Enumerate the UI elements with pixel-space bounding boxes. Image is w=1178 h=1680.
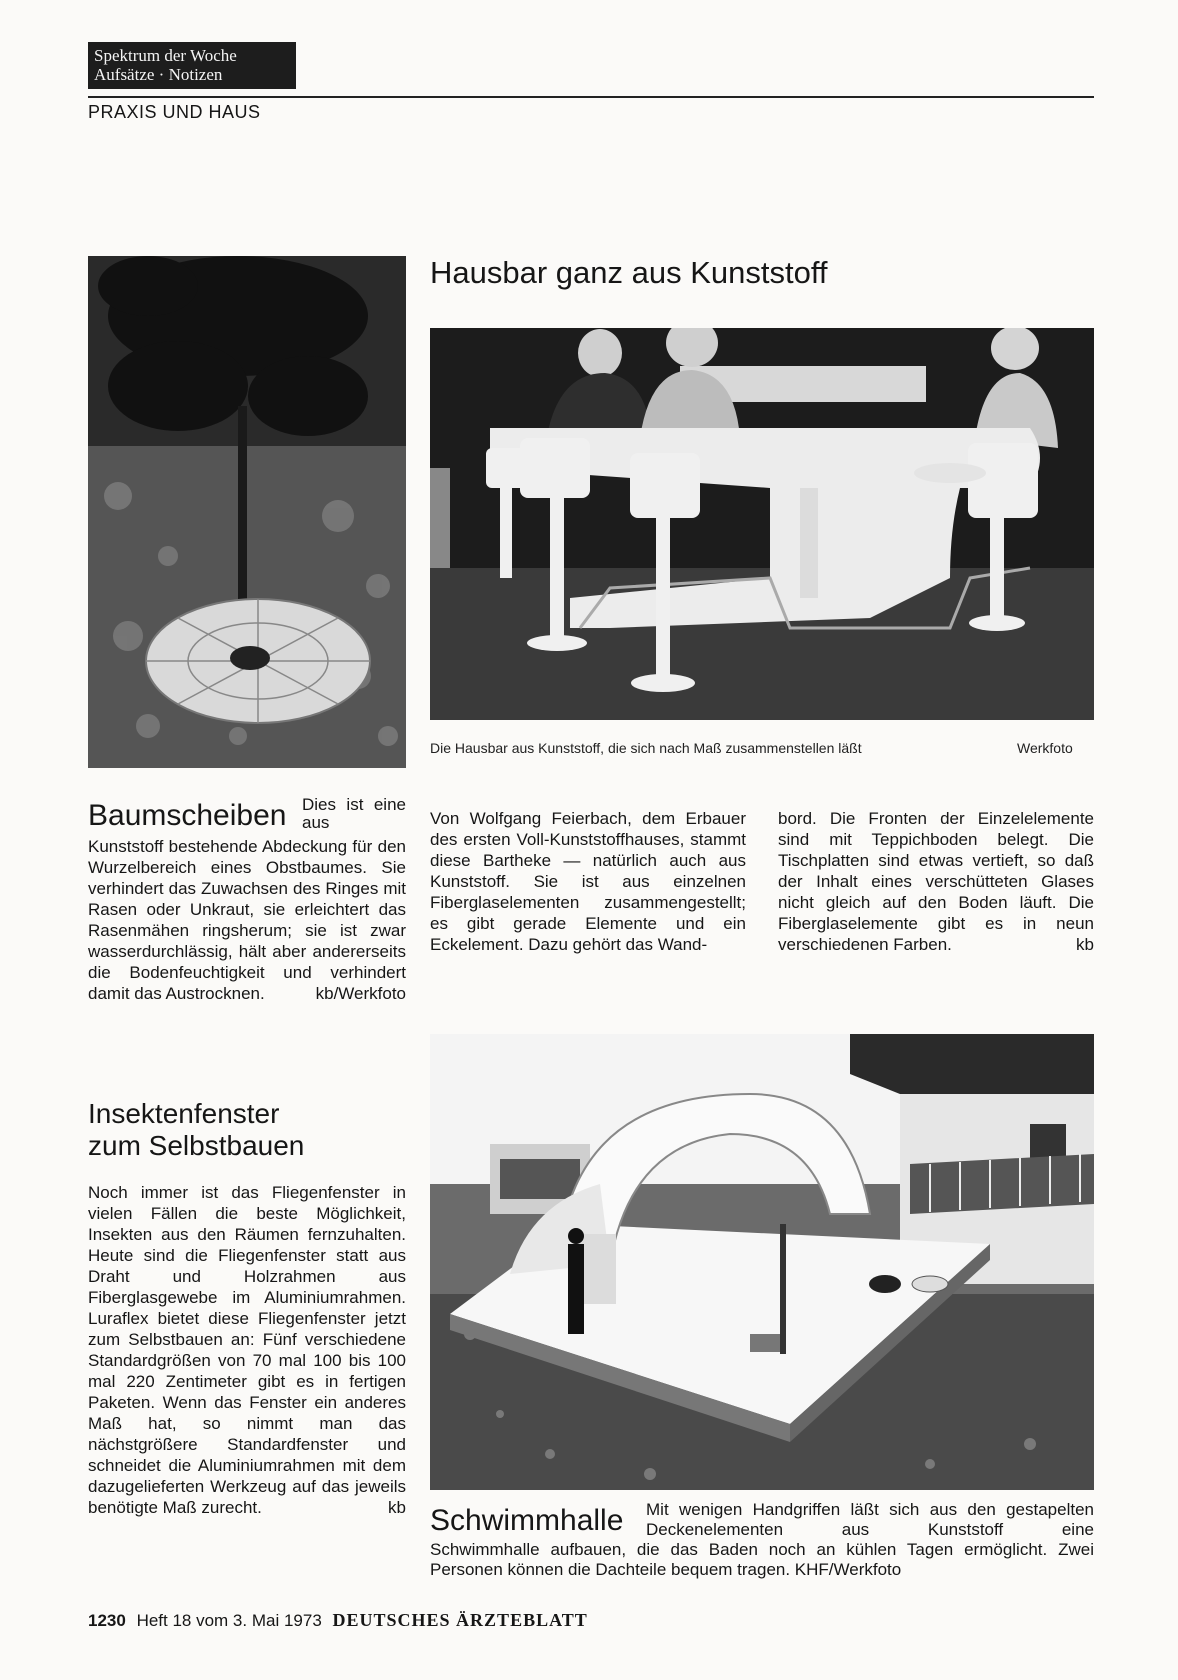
baumscheiben-lead: Dies ist eine aus bbox=[302, 795, 406, 832]
issue-info: Heft 18 vom 3. Mai 1973 bbox=[136, 1611, 322, 1630]
hausbar-text-col2 bbox=[778, 808, 1094, 955]
insekten-title bbox=[88, 1098, 304, 1162]
hausbar-credit: Werkfoto bbox=[1017, 740, 1073, 756]
baumscheiben-text bbox=[88, 836, 406, 1004]
baumscheiben-text-body: Kunststoff bestehende Abdeckung für den Wurzelbereich eines Obstbaumes. Sie verhindert das Zuwachsen des Ringes mit Rasen oder Unkraut, sie erleichtert das Rasenmähen ringsherum; sie ist zwar wasserdurchlässig, hält aber andererseits die Bodenfeuchtigkeit und verhindert damit das Austrocknen. bbox=[88, 837, 406, 1003]
schwimmhalle-photo bbox=[430, 1034, 1094, 1490]
hausbar-text-col1: Von Wolfgang Feierbach, dem Erbauer des ersten Voll-Kunststoffhauses, stammt diese Bartheke — natürlich auch aus Kunststoff. Sie ist aus einzelnen Fiberglaselementen zusammengestellt; es gibt gerade Elemente und ein Eckelement. Dazu gehört das Wand- bbox=[430, 809, 746, 954]
section-box-line2: Aufsätze · Notizen bbox=[94, 65, 223, 84]
hausbar-signoff: kb bbox=[1076, 935, 1094, 954]
schwimmhalle-title: Schwimmhalle bbox=[430, 1504, 624, 1537]
page-footer bbox=[88, 1610, 588, 1631]
hausbar-photo bbox=[430, 328, 1094, 720]
hausbar-text-col2-body: bord. Die Fronten der Einzelelemente sind mit Teppichboden belegt. Die Tischplatten sind etwas vertieft, so daß der Inhalt eines verschütteten Glases nicht gleich auf den Boden läuft. Die Fiberglaselemente gibt es in neun verschiedenen Farben. bbox=[778, 809, 1094, 954]
insekten-signoff: kb bbox=[388, 1498, 406, 1517]
page-number: 1230 bbox=[88, 1611, 126, 1630]
hausbar-caption: Die Hausbar aus Kunststoff, die sich nach Maß zusammenstellen läßt bbox=[430, 740, 862, 756]
insekten-title-line2: zum Selbstbauen bbox=[88, 1130, 305, 1161]
schwimmhalle-text: Schwimmhalle aufbauen, die das Baden noch an kühlen Tagen ermöglicht. Zwei Personen können die Dachteile bequem tragen. KHF/Werkfoto bbox=[430, 1540, 1094, 1579]
insekten-text-body: Noch immer ist das Fliegenfenster in vielen Fällen die beste Möglichkeit, Insekten aus den Räumen fernzuhalten. Heute sind die Fliegenfenster statt aus Draht und Holzrahmen aus Fiberglasgewebe im Aluminiumrahmen. Luraflex bietet diese Fliegenfenster jetzt zum Selbstbauen an: Fünf verschiedene Standardgrößen von 70 mal 100 bis 100 mal 220 Zentimeter gibt es in fertigen Paketen. Wenn das Fenster ein anderes Maß hat, so nimmt man das nächstgrößere Standardfenster und schneidet die Aluminiumrahmen mit dem dazugelieferten Werkzeug auf das jeweils benötigte Maß zurecht. bbox=[88, 1183, 406, 1517]
section-box-line1: Spektrum der Woche bbox=[94, 46, 237, 65]
magazine-section-box bbox=[88, 42, 296, 89]
baumscheiben-signoff: kb/Werkfoto bbox=[315, 984, 406, 1003]
journal-name: DEUTSCHES ÄRZTEBLATT bbox=[332, 1610, 588, 1630]
header-rule bbox=[88, 96, 1094, 98]
hausbar-title: Hausbar ganz aus Kunststoff bbox=[430, 255, 828, 290]
baumscheiben-title: Baumscheiben bbox=[88, 799, 287, 832]
baumscheiben-photo bbox=[88, 256, 406, 768]
insekten-text bbox=[88, 1182, 406, 1518]
schwimmhalle-lead: Mit wenigen Handgriffen läßt sich aus den gestapelten Deckenelementen aus Kunststoff eine bbox=[646, 1500, 1094, 1539]
section-label: PRAXIS UND HAUS bbox=[88, 102, 261, 122]
insekten-title-line1: Insektenfenster bbox=[88, 1098, 280, 1129]
